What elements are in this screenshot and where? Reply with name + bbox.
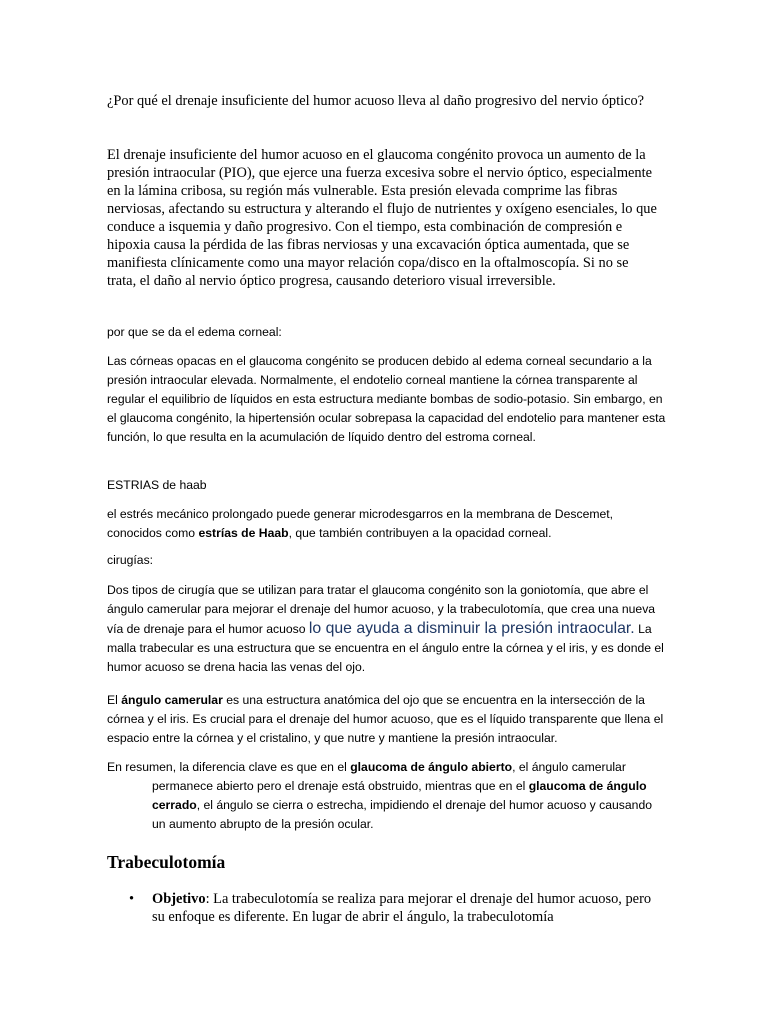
- haab-text-1: el estrés mecánico prolongado puede generar microdesgarros en la membrana de Descemet, conocidos como: [107, 507, 614, 540]
- haab-heading: ESTRIAS de haab: [107, 478, 207, 492]
- angulo-paragraph: [107, 691, 667, 748]
- angulo-bold-term: ángulo camerular: [121, 693, 223, 707]
- bullet-label: Objetivo: [152, 891, 206, 907]
- resumen-first-line: [107, 758, 667, 777]
- resumen-bold-open: glaucoma de ángulo abierto: [350, 760, 513, 774]
- bullet-text: : La trabeculotomía se realiza para mejorar el drenaje del humor acuoso, pero su enfoque es diferente. En lugar de abrir el ángulo, la trabeculotomía: [152, 891, 652, 925]
- cirugias-large-text: lo que ayuda a disminuir la presión intraocular.: [308, 620, 635, 637]
- list-item: [107, 890, 667, 926]
- cirugias-text-1: Dos tipos de cirugía que se utilizan para tratar el glaucoma congénito son la goniotomía, que abre el ángulo camerular para mejorar el drenaje del humor acuoso, y la trabeculotomía, que crea una nueva vía de drenaje para el humor acuoso: [107, 583, 656, 636]
- angulo-text: es una estructura anatómica del ojo que se encuentra en la intersección de la córnea y el iris. Es crucial para el drenaje del humor acuoso, que es el líquido transparente que llena el espacio entre la córnea y el cristalino, y que nutre y mantiene la presión intraocular.: [107, 693, 664, 745]
- edema-paragraph: Las córneas opacas en el glaucoma congénito se producen debido al edema corneal secundario a la presión intraocular elevada. Normalmente, el endotelio corneal mantiene la córnea transparente al regular el equilibrio de líquidos en esta estructura mediante bombas de sodio-potasio. Sin embargo, en el glaucoma congénito, la hipertensión ocular sobrepasa la capacidad del endotelio para mantener esta función, lo que resulta en la acumulación de líquido dentro del estroma corneal.: [107, 354, 666, 444]
- resumen-text-1: En resumen, la diferencia clave es que en el: [107, 760, 351, 774]
- haab-bold-term: estrías de Haab: [198, 526, 289, 540]
- question-paragraph: ¿Por qué el drenaje insuficiente del humor acuoso lleva al daño progresivo del nervio óptico?: [107, 93, 645, 109]
- resumen-text-2: , el ángulo camerular: [512, 760, 626, 774]
- cirugias-text-2: La malla trabecular es una estructura que se encuentra en el ángulo entre la córnea y el iris, y es donde el humor acuoso se drena hacia las venas del ojo.: [107, 622, 664, 674]
- resumen-bold-closed: glaucoma de ángulo cerrado: [152, 779, 647, 812]
- trabeculotomia-heading: Trabeculotomía: [107, 852, 226, 872]
- resumen-paragraph: [107, 758, 667, 834]
- resumen-text-3: permanece abierto pero el drenaje está obstruido, mientras que en el: [152, 779, 529, 793]
- cirugias-paragraph: [107, 581, 667, 677]
- resumen-indented-lines: [107, 777, 667, 834]
- angulo-pre: El: [107, 693, 122, 707]
- bullet-icon: •: [129, 891, 135, 907]
- resumen-text-4: , el ángulo se cierra o estrecha, impidiendo el drenaje del humor acuoso y causando un aumento abrupto de la presión ocular.: [152, 798, 652, 831]
- cirugias-heading: cirugías:: [107, 553, 154, 567]
- haab-text-2: , que también contribuyen a la opacidad corneal.: [288, 526, 552, 540]
- haab-paragraph: [107, 505, 667, 543]
- edema-heading: por que se da el edema corneal:: [107, 325, 282, 339]
- answer-paragraph: El drenaje insuficiente del humor acuoso en el glaucoma congénito provoca un aumento de la presión intraocular (PIO), que ejerce una fuerza excesiva sobre el nervio óptico, especialmente en la lámina cribosa, su región más vulnerable. Esta presión elevada comprime las fibras nerviosas, afectando su estructura y alterando el flujo de nutrientes y oxígeno esenciales, lo que conduce a isquemia y daño progresivo. Con el tiempo, esta combinación de compresión e hipoxia causa la pérdida de las fibras nerviosas y una excavación óptica aumentada, que se manifiesta clínicamente como una mayor relación copa/disco en la oftalmoscopía. Si no se trata, el daño al nervio óptico progresa, causando deterioro visual irreversible.: [107, 147, 657, 289]
- bullet-list: [107, 890, 667, 926]
